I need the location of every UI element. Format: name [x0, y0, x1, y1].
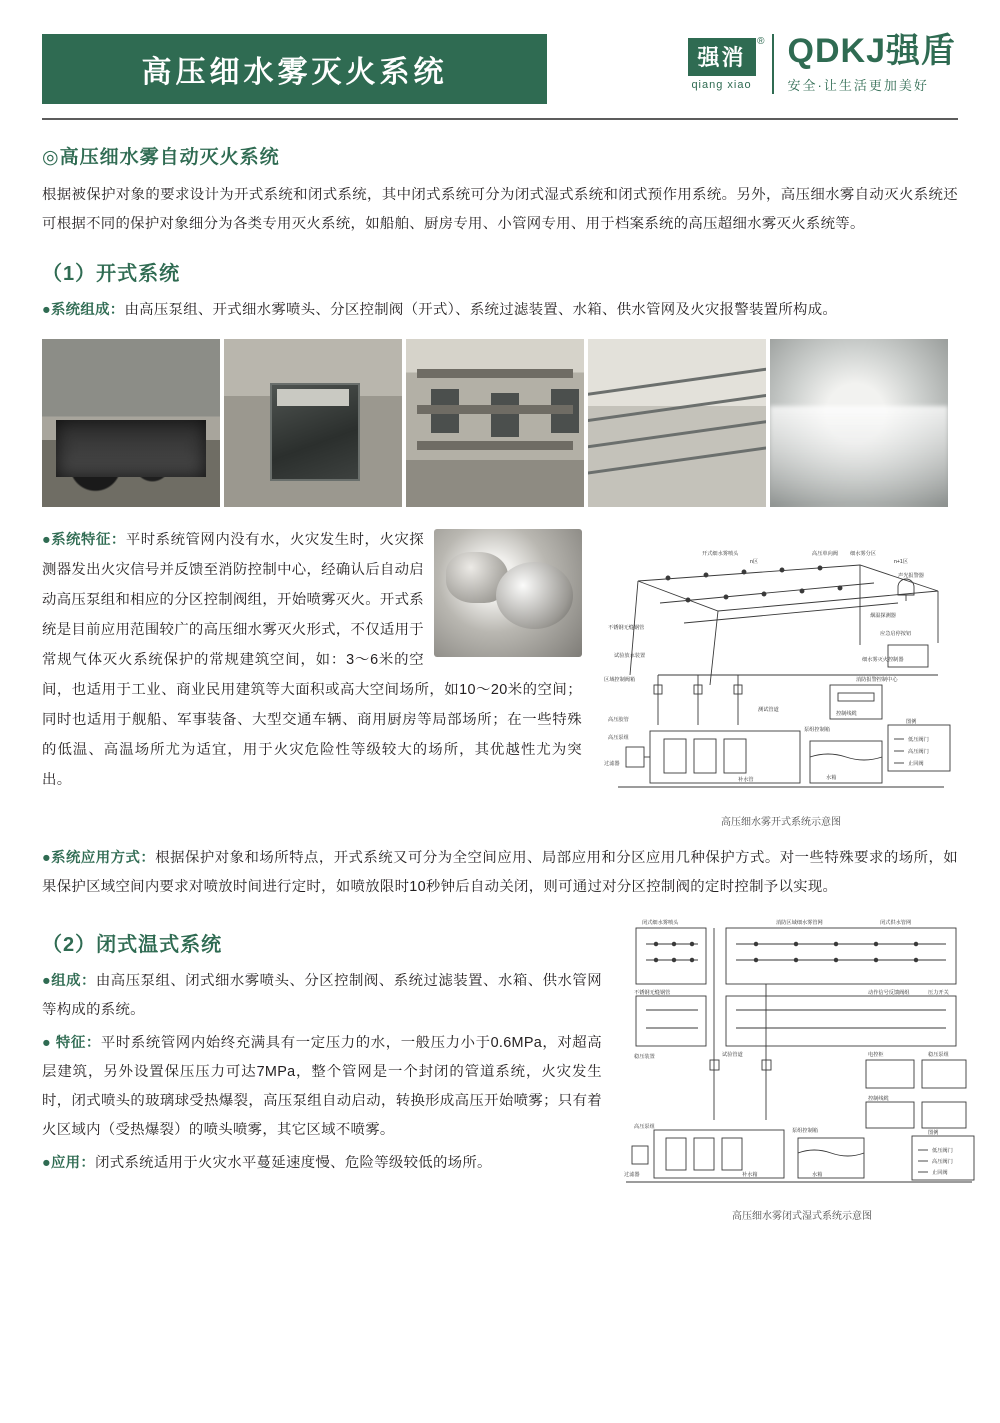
svg-text:止回阀: 止回阀: [932, 1170, 948, 1176]
svg-text:高压泵组: 高压泵组: [634, 1124, 655, 1130]
open-system-schematic: [598, 525, 964, 811]
svg-text:水箱: 水箱: [812, 1172, 823, 1178]
svg-text:过滤器: 过滤器: [604, 761, 620, 767]
pipe-network-photo: [588, 339, 766, 507]
svg-text:消防区域细水雾管网: 消防区域细水雾管网: [776, 920, 823, 926]
svg-text:高压胶管: 高压胶管: [608, 717, 629, 723]
compose-label: ●系统组成：: [42, 302, 125, 318]
nozzle-photo: [434, 529, 582, 657]
application-label: ●系统应用方式：: [42, 850, 156, 866]
svg-text:止回阀: 止回阀: [908, 761, 924, 767]
svg-text:区域控制阀箱: 区域控制阀箱: [604, 677, 636, 683]
svg-text:过滤器: 过滤器: [624, 1172, 640, 1178]
svg-text:低压阀门: 低压阀门: [908, 737, 929, 743]
open-diagram-caption: 高压细水雾开式系统示意图: [721, 817, 841, 828]
svg-text:水箱: 水箱: [826, 775, 837, 781]
photo-strip: [42, 339, 958, 507]
brand-logo-text: QDKJ强盾: [787, 32, 956, 70]
page-content: [0, 142, 1000, 1222]
svg-text:n区: n区: [750, 559, 759, 565]
feature-text: 平时系统管网内没有水，火灾发生时，火灾探测器发出火灾信号并反馈至消防控制中心，经确认后自动启动高压泵组和相应的分区控制阀组，开始喷雾灭火。开式系统是目前应用范围较广的高压细水雾灭火形式，不仅适用于常规气体灭火系统保护的常规建筑空间，如：3～6米的空间，也适用于工业、商业民用建筑等大面积或高大空间场所，如10～20米的空间；同时也适用于舰船、军事装备、大型交通车辆、商用厨房等局部场所；在一些特殊的低温、高温场所尤为适宜，用于火灾危险性等级较大的场所，其优越性尤为突出。: [42, 532, 582, 788]
registered-icon: ®: [757, 35, 767, 47]
feature-block: [42, 525, 958, 828]
brand-wordmark: [772, 34, 956, 94]
brand-mark: [688, 35, 767, 91]
brand-box: [688, 35, 767, 76]
zone-valve-photo: [406, 339, 584, 507]
svg-text:应急启停按钮: 应急启停按钮: [880, 631, 912, 637]
brand-box-text: 强消: [697, 44, 746, 70]
svg-text:泵组控制箱: 泵组控制箱: [804, 727, 830, 733]
svg-text:细水雾分区: 细水雾分区: [850, 551, 876, 557]
svg-text:泵组控制箱: 泵组控制箱: [792, 1128, 818, 1134]
svg-text:烟温探测器: 烟温探测器: [870, 613, 896, 619]
closed-feature-label: ● 特征：: [42, 1035, 101, 1051]
svg-text:电控柜: 电控柜: [868, 1052, 884, 1058]
control-cabinet-photo: [224, 339, 402, 507]
compose-text: 由高压泵组、开式细水雾喷头、分区控制阀（开式）、系统过滤装置、水箱、供水管网及火灾报警装置所构成。: [124, 302, 838, 318]
svg-text:控制线缆: 控制线缆: [836, 711, 857, 717]
closed-compose-label: ●组成：: [42, 973, 96, 989]
svg-text:n+1区: n+1区: [894, 559, 908, 565]
closed-compose-paragraph: [42, 967, 602, 1025]
svg-text:高压阀门: 高压阀门: [932, 1159, 953, 1165]
application-paragraph: [42, 844, 958, 902]
page-header: [0, 0, 1000, 104]
svg-text:压力开关: 压力开关: [928, 990, 949, 996]
header-divider: [42, 118, 958, 120]
svg-text:低压阀门: 低压阀门: [932, 1148, 953, 1154]
svg-text:细水雾灭火控制器: 细水雾灭火控制器: [862, 657, 904, 663]
svg-text:动作信号反馈阀组: 动作信号反馈阀组: [868, 990, 910, 996]
page-title: 高压细水雾灭火系统: [141, 56, 448, 89]
svg-text:高压泵组: 高压泵组: [608, 735, 629, 741]
svg-text:补水管: 补水管: [738, 777, 754, 783]
closed-system-block: [42, 910, 958, 1222]
closed-diagram-caption: 高压细水雾闭式湿式系统示意图: [732, 1211, 872, 1222]
closed-system-diagram: [616, 910, 988, 1222]
svg-text:试验放水装置: 试验放水装置: [614, 653, 646, 659]
svg-text:补水箱: 补水箱: [742, 1172, 758, 1178]
svg-text:声光报警器: 声光报警器: [898, 573, 924, 579]
svg-text:闭式细水雾喷头: 闭式细水雾喷头: [642, 920, 679, 926]
svg-text:消防报警控制中心: 消防报警控制中心: [856, 677, 898, 683]
closed-system-schematic: [616, 910, 988, 1200]
closed-compose-text: 由高压泵组、闭式细水雾喷头、分区控制阀、系统过滤装置、水箱、供水管网等构成的系统。: [42, 973, 602, 1018]
feature-label: ●系统特征：: [42, 532, 126, 548]
brand-pinyin: qiang xiao: [691, 78, 752, 91]
closed-text-column: [42, 910, 602, 1182]
svg-text:测试管道: 测试管道: [758, 707, 779, 713]
svg-text:高压单向阀: 高压单向阀: [812, 551, 838, 557]
closed-application-label: ●应用：: [42, 1155, 96, 1171]
brand-block: [688, 34, 958, 94]
svg-text:不锈钢无缝钢管: 不锈钢无缝钢管: [634, 990, 671, 996]
svg-text:控制线缆: 控制线缆: [868, 1096, 889, 1102]
subsection-heading-open: （1）开式系统: [42, 263, 181, 285]
intro-paragraph: 根据被保护对象的要求设计为开式系统和闭式系统，其中闭式系统可分为闭式湿式系统和闭式预作用系统。另外，高压细水雾自动灭火系统还可根据不同的保护对象细分为各类专用灭火系统，如船舶、厨房专用、小管网专用、用于档案系统的高压超细水雾灭火系统等。: [42, 187, 958, 232]
closed-application-paragraph: [42, 1149, 602, 1178]
closed-feature-paragraph: [42, 1029, 602, 1145]
open-system-diagram: [598, 525, 964, 828]
svg-text:试验管道: 试验管道: [722, 1052, 743, 1058]
closed-feature-text: 平时系统管网内始终充满具有一定压力的水，一般压力小于0.6MPa，对超高层建筑，另外设置保压压力可达7MPa，整个管网是一个封闭的管道系统，火灾发生时，闭式喷头的玻璃球受热爆裂，高压泵组自动启动，转换形成高压开始喷雾；只有着火区域内（受热爆裂）的喷头喷雾，其它区域不喷雾。: [42, 1035, 602, 1138]
water-mist-spray-photo: [770, 339, 948, 507]
brand-slogan: 安全·让生活更加美好: [787, 78, 929, 93]
page-title-bar: [42, 34, 547, 104]
svg-text:图例: 图例: [928, 1130, 939, 1136]
application-text: 根据保护对象和场所特点，开式系统又可分为全空间应用、局部应用和分区应用几种保护方式。对一些特殊要求的场所，如果保护区域空间内要求对喷放时间进行定时，如喷放限时10秒钟后自动关闭，则可通过对分区控制阀的定时控制予以实现。: [42, 850, 958, 895]
feature-text-column: [42, 525, 582, 799]
svg-text:开式细水雾喷头: 开式细水雾喷头: [702, 551, 739, 557]
svg-text:稳压装置: 稳压装置: [634, 1054, 655, 1060]
compose-paragraph: [42, 296, 958, 325]
svg-text:不锈钢无缝钢管: 不锈钢无缝钢管: [608, 625, 645, 631]
svg-text:高压阀门: 高压阀门: [908, 749, 929, 755]
pump-unit-photo: [42, 339, 220, 507]
svg-text:闭式供水管网: 闭式供水管网: [880, 920, 912, 926]
svg-text:稳压泵组: 稳压泵组: [928, 1052, 949, 1058]
svg-text:图例: 图例: [906, 719, 917, 725]
subsection-heading-closed: （2）闭式温式系统: [42, 934, 223, 956]
section-heading-open-system: ◎高压细水雾自动灭火系统: [42, 147, 280, 168]
closed-application-text: 闭式系统适用于火灾水平蔓延速度慢、危险等级较低的场所。: [95, 1155, 492, 1171]
